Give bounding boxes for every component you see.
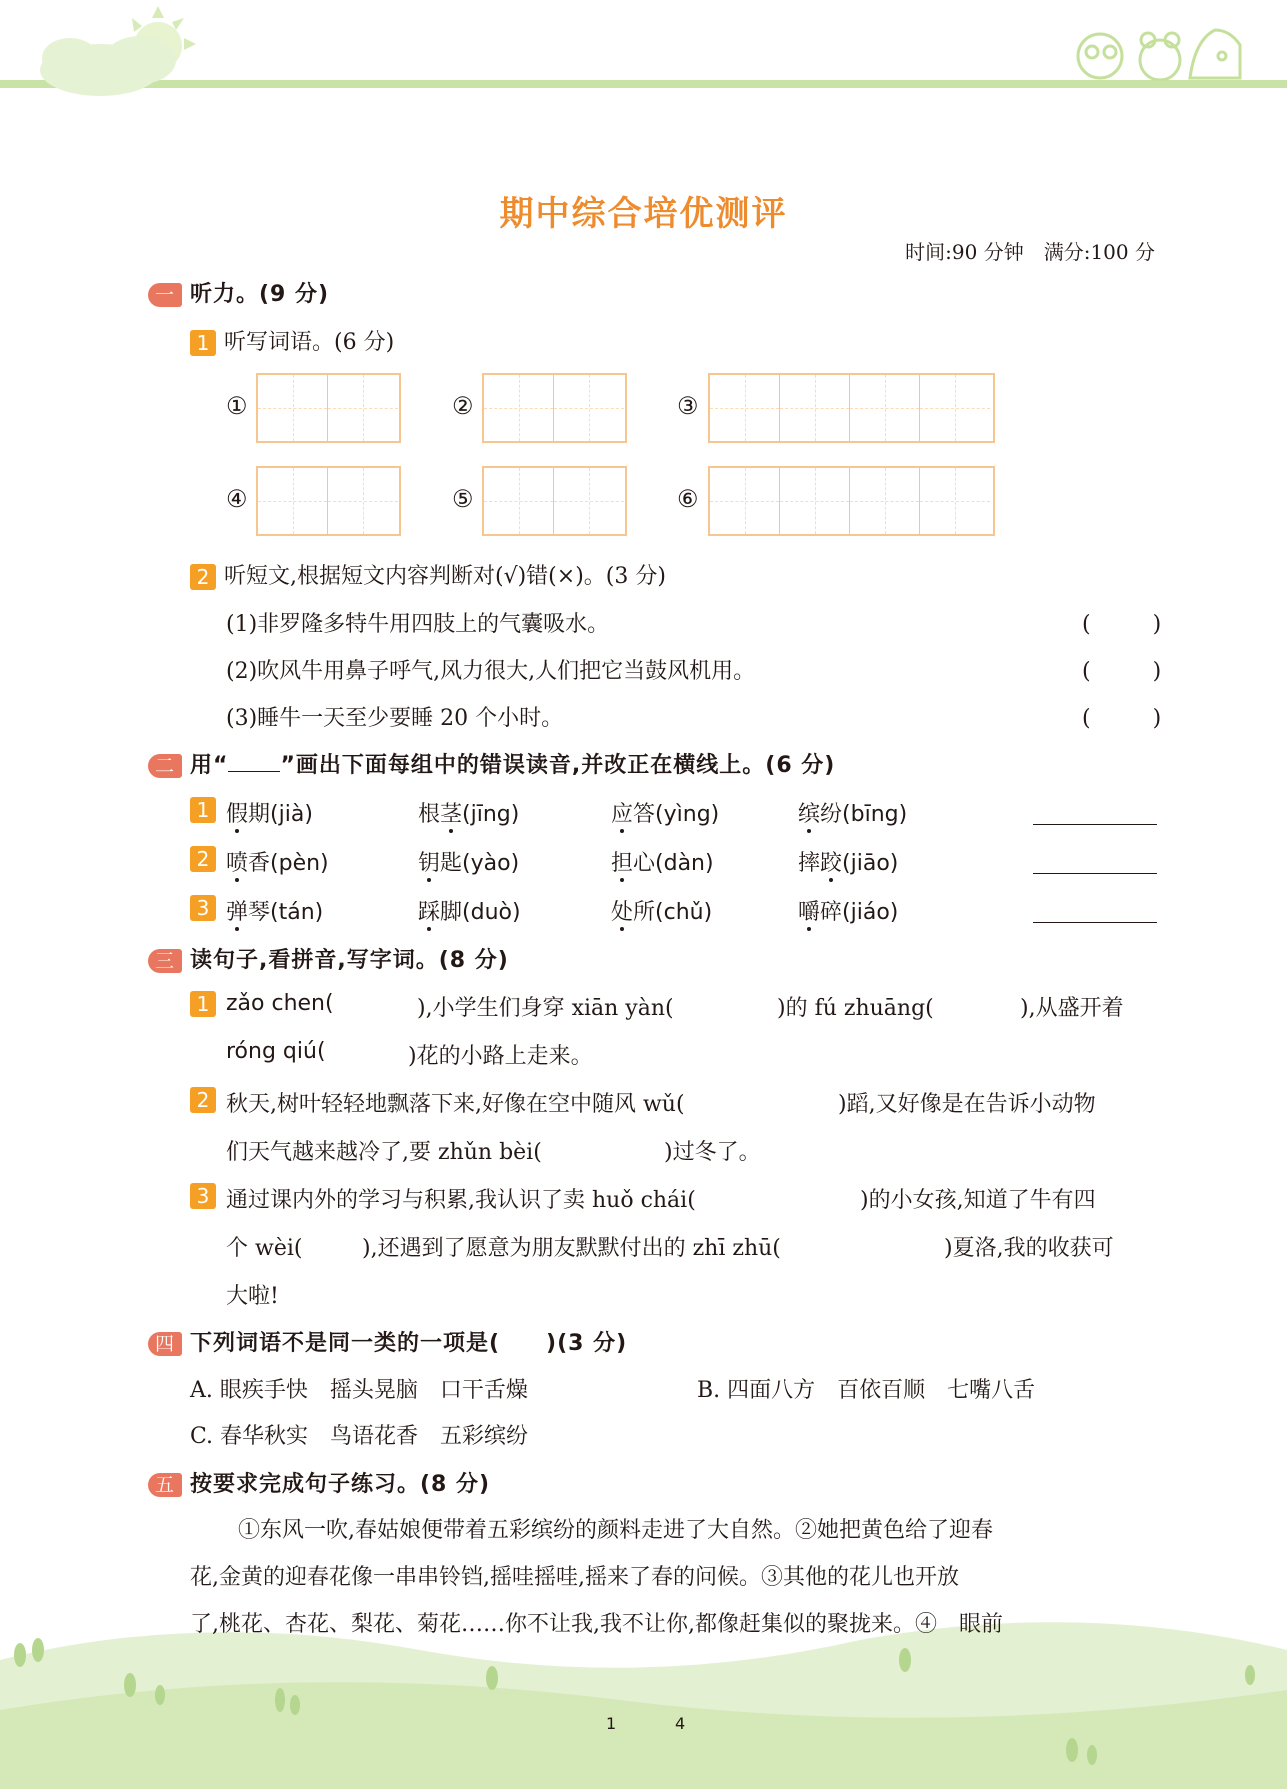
passage-line: 了,桃花、杏花、梨花、菊花……你不让我,我不让你,都像赶集似的聚拢来。④ 眼前: [190, 1612, 1003, 1637]
statement: (3)睡牛一天至少要睡 20 个小时。: [226, 706, 564, 731]
statement: (1)非罗隆多特牛用四肢上的气囊吸水。: [226, 612, 610, 637]
option-a: A. 眼疾手快 摇头晃脑 口干舌燥: [190, 1378, 528, 1403]
page-title: 期中综合培优测评: [499, 194, 788, 234]
writing-grid[interactable]: [482, 373, 627, 443]
answer-paren[interactable]: ( ): [1082, 706, 1168, 731]
section-4-heading: 四 下列词语不是同一类的一项是( )(3 分): [148, 1326, 627, 1357]
item-marker: ④: [226, 485, 248, 513]
section-label: 听力。(9 分): [190, 282, 330, 307]
question-1-1: 1 听写词语。(6 分): [190, 325, 394, 356]
section-2-heading: 二 用“ ”画出下面每组中的错误读音,并改正在横线上。(6 分): [148, 748, 835, 779]
writing-grid[interactable]: [482, 466, 627, 536]
item-marker: ③: [677, 392, 699, 420]
answer-paren[interactable]: ( ): [1082, 659, 1168, 684]
page-number-left: 1: [606, 1714, 617, 1733]
option-b: B. 四面八方 百依百顺 七嘴八舌: [697, 1378, 1036, 1403]
section-badge: 四: [148, 1332, 182, 1356]
tree-icon: [14, 1638, 1255, 1765]
writing-grid[interactable]: [708, 466, 995, 536]
top-decoration: [0, 0, 1287, 100]
pinyin-row: 2: [190, 846, 224, 872]
section-badge: 一: [148, 283, 182, 307]
writing-grid[interactable]: [256, 373, 401, 443]
option-c: C. 春华秋实 鸟语花香 五彩缤纷: [190, 1424, 529, 1449]
item-marker: ⑤: [452, 485, 474, 513]
statement: (2)吹风牛用鼻子呼气,风力很大,人们把它当鼓风机用。: [226, 659, 756, 684]
section-1-heading: [148, 277, 329, 308]
item-marker: ②: [452, 392, 474, 420]
word-item: 缤纷(bīng): [798, 802, 908, 827]
word-item: 假期(jià): [226, 802, 313, 827]
writing-grid[interactable]: [708, 373, 995, 443]
word-item: 踩脚(duò): [418, 900, 521, 925]
answer-line[interactable]: [1033, 921, 1157, 923]
question-1-2: 2 听短文,根据短文内容判断对(√)错(×)。(3 分): [190, 559, 666, 590]
question-number: 1: [190, 330, 216, 356]
word-item: 应答(yìng): [611, 802, 720, 827]
word-item: 摔跤(jiāo): [798, 851, 899, 876]
section-3-heading: 三 读句子,看拼音,写字词。(8 分): [148, 943, 509, 974]
passage-line: ①东风一吹,春姑娘便带着五彩缤纷的颜料走进了大自然。②她把黄色给了迎春: [238, 1518, 993, 1543]
answer-paren[interactable]: ( ): [1082, 612, 1168, 637]
pinyin-row: 1: [190, 797, 224, 823]
question-number: 2: [190, 564, 216, 590]
word-item: 根茎(jīng): [418, 802, 520, 827]
animals-icon: [1078, 30, 1240, 80]
answer-line[interactable]: [1033, 823, 1157, 825]
word-item: 钥匙(yào): [418, 851, 520, 876]
word-item: 嚼碎(jiáo): [798, 900, 899, 925]
answer-line[interactable]: [1033, 872, 1157, 874]
word-item: 喷香(pèn): [226, 851, 329, 876]
question-3-2: 2: [190, 1087, 224, 1113]
question-3-1: 1: [190, 991, 224, 1017]
writing-grid[interactable]: [256, 466, 401, 536]
word-item: 弹琴(tán): [226, 900, 324, 925]
question-3-3: 3: [190, 1183, 224, 1209]
section-badge: 三: [148, 949, 182, 973]
section-badge: 五: [148, 1473, 182, 1497]
word-item: 担心(dàn): [611, 851, 714, 876]
passage-line: 花,金黄的迎春花像一串串铃铛,摇哇摇哇,摇来了春的问候。③其他的花儿也开放: [190, 1565, 959, 1590]
item-marker: ⑥: [677, 485, 699, 513]
item-marker: ①: [226, 392, 248, 420]
time-info: 时间:90 分钟 满分:100 分: [905, 240, 1155, 264]
word-item: 处所(chǔ): [611, 900, 713, 925]
section-badge: 二: [148, 754, 182, 778]
section-5-heading: 五 按要求完成句子练习。(8 分): [148, 1467, 490, 1498]
pinyin-row: 3: [190, 895, 224, 921]
page-number-right: 4: [675, 1714, 686, 1733]
